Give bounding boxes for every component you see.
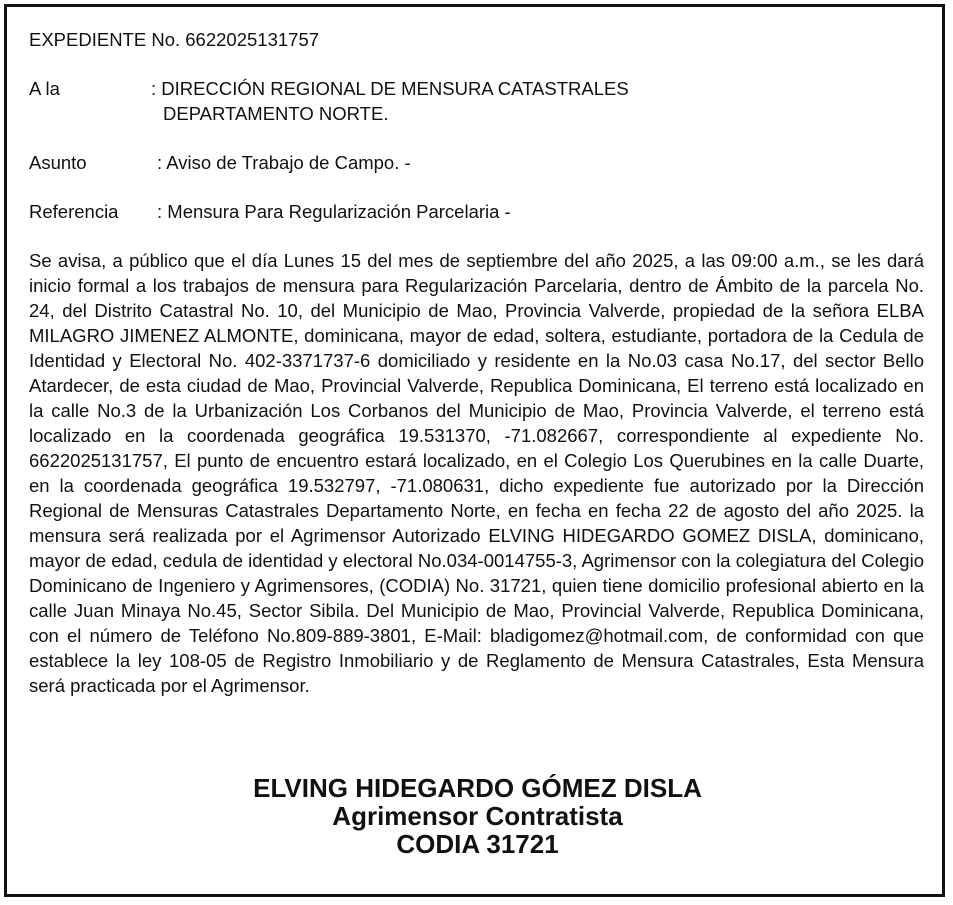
signatory-name: ELVING HIDEGARDO GÓMEZ DISLA [253, 773, 702, 803]
recipient-row-2 [29, 101, 924, 126]
reference-row [29, 199, 924, 224]
recipient-label: A la [29, 78, 60, 99]
document-frame [4, 4, 945, 897]
notice-paragraph: Se avisa, a público que el día Lunes 15 del mes de septiembre del año 2025, a las 09:00 a.m., se les dará inicio formal a los trabajos de mensura para Regularización Parcelaria, dentro de Ámbito de la parcela No. 24, del Distrito Catastral No. 10, del Municipio de Mao, Provincia Valverde, propiedad de la señora ELBA MILAGRO JIMENEZ ALMONTE, dominicana, mayor de edad, soltera, estudiante, portadora de la Cedula de Identidad y Electoral No. 402-3371737-6 domiciliado y residente en la No.03 casa No.17, del sector Bello Atardecer, de esta ciudad de Mao, Provincial Valverde, Republica Dominicana, El terreno está localizado en la calle No.3 de la Urbanización Los Corbanos del Municipio de Mao, Provincia Valverde, el terreno está localizado en la coordenada geográfica 19.531370, -71.082667, correspondiente al expediente No. 6622025131757, El punto de encuentro estará localizado, en el Colegio Los Querubines en la calle Duarte, en la coordenada geográfica 19.532797, -71.080631, dicho expediente fue autorizado por la Dirección Regional de Mensuras Catastrales Departamento Norte, en fecha en fecha 22 de agosto del año 2025. la mensura será realizada por el Agrimensor Autorizado ELVING HIDEGARDO GOMEZ DISLA, dominicano, mayor de edad, cedula de identidad y electoral No.034-0014755-3, Agrimensor con la colegiatura del Colegio Dominicano de Ingeniero y Agrimensores, (CODIA) No. 31721, quien tiene domicilio profesional abierto en la calle Juan Minaya No.45, Sector Sibila. Del Municipio de Mao, Provincial Valverde, Republica Dominicana, con el número de Teléfono No.809-889-3801, E-Mail: bladigomez@hotmail.com, de conformidad con que establece la ley 108-05 de Registro Inmobiliario y de Reglamento de Mensura Catastrales, Esta Mensura será practicada por el Agrimensor. [29, 250, 924, 696]
subject-label: Asunto [29, 152, 87, 173]
recipient-value-line1: : DIRECCIÓN REGIONAL DE MENSURA CATASTRALES [151, 78, 629, 99]
subject-value: : Aviso de Trabajo de Campo. - [157, 152, 411, 173]
reference-value: : Mensura Para Regularización Parcelaria - [157, 201, 511, 222]
subject-row [29, 150, 924, 175]
document-content [29, 27, 924, 698]
signature-block [7, 774, 948, 858]
reference-label: Referencia [29, 201, 119, 222]
signatory-codia: CODIA 31721 [396, 829, 559, 859]
recipient-row [29, 76, 924, 101]
signatory-title: Agrimensor Contratista [332, 801, 623, 831]
recipient-value-line2: DEPARTAMENTO NORTE. [163, 103, 389, 124]
expediente-number: EXPEDIENTE No. 6622025131757 [29, 29, 320, 50]
